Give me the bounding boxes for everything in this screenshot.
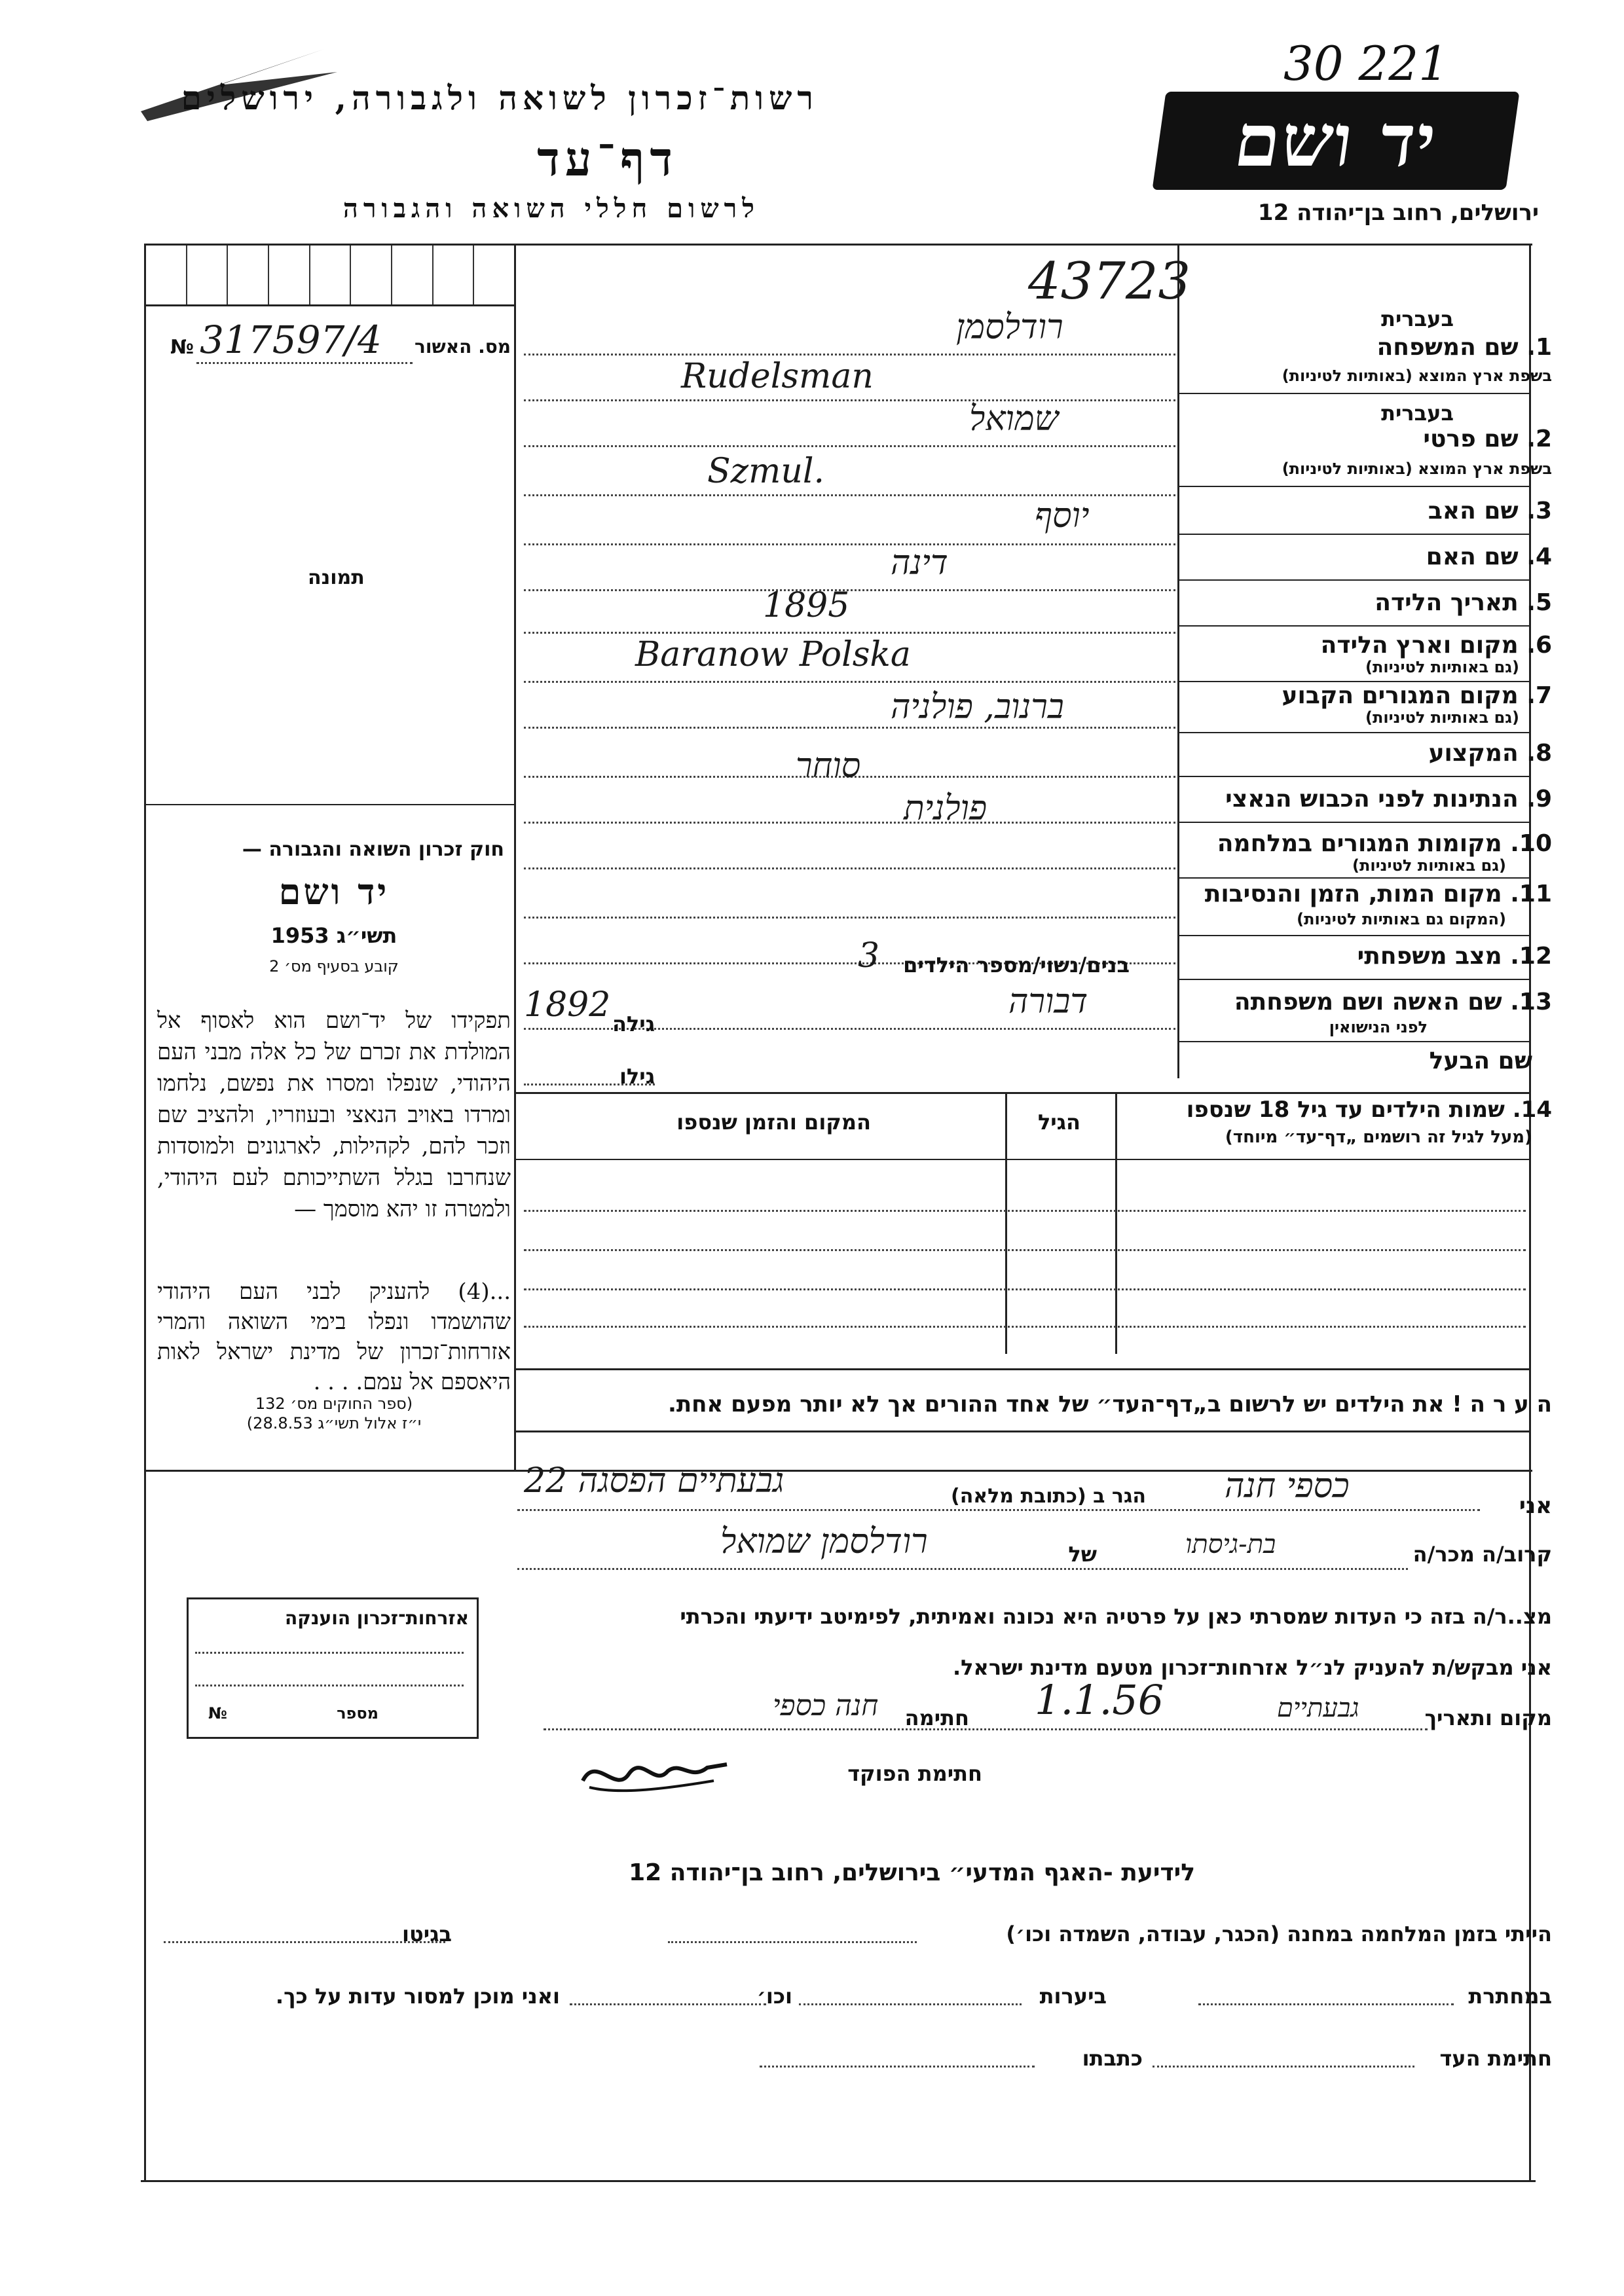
info-dots-1a — [668, 1941, 917, 1943]
child-row-2 — [524, 1249, 1526, 1251]
relation-prefix: קרוב/ה מכר/ה — [1412, 1542, 1552, 1567]
row-line-3 — [524, 445, 1175, 447]
label-col-divider — [1177, 244, 1179, 1078]
field-8-label — [1429, 740, 1552, 767]
relation-value: בת-גיסתו — [1185, 1529, 1276, 1559]
info-line2b: ביערות — [1039, 1984, 1107, 2009]
nationality-value: פולנית — [904, 789, 987, 828]
approval-value: 317597/4 — [200, 318, 382, 362]
place-value: גבעתיים — [1277, 1693, 1359, 1723]
frame-right — [1529, 244, 1531, 2180]
officer-label: חתימת הפוקד — [847, 1761, 982, 1786]
field-2-note: בשפת ארץ המוצא (באותיות לטיניות) — [1282, 460, 1552, 478]
info-line1b: בגיטו — [402, 1922, 452, 1946]
hebrew-tag-2: בעברית — [1381, 401, 1454, 426]
sep-13 — [1179, 1041, 1529, 1042]
field-4-text: שם האם — [1426, 543, 1519, 570]
children-title-note: (מעל לגיל זה רושמים „דף־עד״ מיוחד) — [1225, 1127, 1532, 1147]
photo-box-bottom — [146, 804, 514, 805]
husband-age-dots — [524, 1084, 655, 1085]
birth-place-value: Baranow Polska — [635, 635, 911, 674]
witness-address: גבעתיים הפסגה 22 — [524, 1461, 784, 1501]
witness-line-2 — [517, 1568, 1408, 1570]
sep-9 — [1179, 822, 1529, 823]
first-name-he-value: שמואל — [969, 399, 1059, 439]
witness-line-1 — [517, 1509, 1480, 1511]
approval-label: מס. האשור — [415, 336, 511, 357]
law-ref-date: י״ז אלול תשי״ג 28.8.53) — [246, 1414, 422, 1432]
yad-vashem-logo — [1152, 92, 1519, 190]
info-dots-3b — [760, 2066, 1035, 2068]
law-clause: קובע בסעיף מס׳ 2 — [269, 957, 399, 975]
row-line-8 — [524, 681, 1175, 683]
field-8-num: 8. — [1526, 740, 1552, 767]
photo-label: תמונה — [308, 566, 365, 589]
witness-name: כספי חנה — [1225, 1467, 1350, 1506]
info-line3b: כתבתו — [1082, 2046, 1143, 2071]
approval-dots — [196, 362, 413, 364]
field-1-note: בשפת ארץ המוצא (באותיות לטיניות) — [1282, 367, 1552, 385]
left-grid — [146, 246, 514, 304]
field-7-label — [1282, 682, 1552, 709]
left-panel-divider — [514, 244, 516, 1470]
field-11-label — [1205, 881, 1552, 907]
field-3-text: שם האב — [1428, 498, 1519, 524]
citizenship-box — [187, 1597, 479, 1739]
children-table-top — [516, 1092, 1529, 1094]
mother-name-value: דינה — [891, 543, 948, 583]
witness-line-3 — [544, 1728, 1428, 1730]
info-dots-2c — [570, 2003, 766, 2005]
field-6-num: 6. — [1526, 632, 1552, 659]
field-8-text: המקצוע — [1428, 740, 1519, 767]
row-line-7 — [524, 632, 1175, 634]
info-dots-2b — [799, 2003, 1022, 2005]
field-4-num: 4. — [1526, 543, 1552, 570]
field-6-label — [1321, 632, 1552, 659]
wife-age-value: 1892 — [524, 985, 611, 1025]
law-name: יד ושם — [278, 871, 390, 913]
note-text: ה ע ר ה ! את הילדים יש לרשום ב„דף־העד״ של אחד ההורים אך לא יותר מפעם אחת. — [668, 1391, 1552, 1417]
children-col-age — [1005, 1092, 1007, 1354]
address: ירושלים, רחוב בן־יהודה 12 — [1257, 200, 1539, 226]
row-line-13 — [524, 917, 1175, 919]
hebrew-tag-1: בעברית — [1381, 306, 1454, 331]
field-7-num: 7. — [1526, 682, 1552, 709]
handwritten-number: 30 221 — [1283, 36, 1449, 91]
sep-5 — [1179, 625, 1529, 627]
row-line-1 — [524, 354, 1175, 355]
authority-name: רשות־זכרון לשואה ולגבורה, ירושלים — [181, 79, 819, 117]
info-line2a: במחתרת — [1468, 1984, 1552, 2009]
row-line-5 — [524, 543, 1175, 545]
field-13-note: לפני הנישואין — [1329, 1018, 1428, 1036]
left-grid-bottom — [146, 304, 514, 306]
declaration: מצ..ר/ה בזה כי העדות שמסרתי כאן על פרטיה היא נכונה ואמיתית, לפימיטב ידיעתי והכרתי — [680, 1604, 1552, 1629]
sep-12 — [1179, 979, 1529, 980]
approval-no-symbol: № — [170, 336, 194, 359]
children-title: 14. שמות הילדים עד גיל 18 שנספו — [1186, 1097, 1552, 1123]
father-name-value: יוסף — [1035, 496, 1090, 536]
field-11-text: מקום המות, הזמן והנסיבות — [1204, 881, 1502, 907]
field-5-label — [1375, 589, 1552, 616]
field-1-label — [1377, 334, 1552, 361]
field-6-text: מקום וארץ הלידה — [1320, 632, 1519, 659]
sep-10 — [1179, 877, 1529, 879]
husband-label: שם הבעל — [1429, 1048, 1532, 1074]
children-count-value: 3 — [858, 936, 880, 975]
children-col-age-label: הגיל — [1037, 1110, 1080, 1135]
date-value: 1.1.56 — [1035, 1676, 1164, 1724]
children-table-header-bottom — [516, 1159, 1529, 1160]
profession-value: סוחר — [796, 746, 861, 786]
first-name-lat-value: Szmul. — [707, 452, 824, 491]
sep-8 — [1179, 776, 1529, 777]
witness-lives-label: הגר ב (כתובת מלאה) — [950, 1485, 1146, 1508]
field-1-num: 1. — [1526, 334, 1552, 361]
sep-2 — [1179, 486, 1529, 487]
field-9-text: הנתינות לפני הכבוש הנאצי — [1225, 786, 1519, 812]
field-12-text: מצב משפחתי — [1357, 943, 1502, 970]
child-row-4 — [524, 1326, 1526, 1328]
row-line-11 — [524, 822, 1175, 824]
sep-4 — [1179, 579, 1529, 581]
field-11-num: 11. — [1510, 881, 1552, 907]
citizenship-no-symbol: № — [208, 1704, 227, 1722]
husband-age-label: גילו — [619, 1064, 655, 1089]
children-table-bottom — [516, 1368, 1529, 1370]
info-dots-3a — [1153, 2066, 1414, 2068]
sep-11 — [1179, 935, 1529, 936]
law-text-2: ...(4) להעניק לבני העם היהודי שהושמדו ונפלו בימי השואה והמרי אזרחות־זכרון של מדינת ישראל לאות היאספם אל עמם. . . . — [157, 1279, 511, 1395]
field-9-label — [1225, 786, 1552, 812]
place-date-label: מקום ותאריך — [1424, 1705, 1552, 1730]
sep-1 — [1179, 393, 1529, 394]
field-12-label — [1357, 943, 1552, 970]
field-3-num: 3. — [1526, 498, 1552, 524]
field-9-num: 9. — [1526, 786, 1552, 812]
field-10-note: (גם באותיות לטיניות) — [1352, 856, 1506, 875]
field-11-note: (המקום גם באותיות לטיניות) — [1297, 910, 1506, 928]
field-2-text: שם פרטי — [1423, 426, 1519, 452]
law-ref: (ספר החוקים מס׳ 132 — [255, 1394, 413, 1413]
birth-date-value: 1895 — [763, 586, 850, 625]
officer-signature — [576, 1741, 733, 1800]
row-line-2 — [524, 399, 1175, 401]
children-col-place-label: המקום והזמן שנספו — [676, 1110, 871, 1135]
law-text: תפקידו של יד־ושם הוא לאסוף אל המולדת את זכרם של כל אלה מבני העם היהודי, שנפלו ומסרו את נפשם, נלחמו ומרדו באויב הנאצי ובעוזריו, ולהציב שם וזכר להם, לקהילות, לארגונים ולמוסדות שנחרבו בגלל השתייכותם לעם היהודי, ולמטרה זו יהא מוסמך — — [157, 1008, 511, 1222]
row-line-9 — [524, 727, 1175, 729]
family-name-he-value: רודלסמן — [956, 308, 1063, 347]
wife-age-label: גילה — [612, 1011, 655, 1036]
family-name-lat-value: Rudelsman — [681, 357, 874, 396]
residence-value: ברנוב, פולניה — [891, 687, 1064, 727]
relation-of-name: רודלסמן שמואל — [720, 1522, 928, 1561]
child-row-3 — [524, 1288, 1526, 1290]
form-subtitle: לרשום חללי השואה והגבורה — [342, 193, 760, 224]
field-2-num: 2. — [1526, 426, 1552, 452]
child-row-1 — [524, 1210, 1526, 1212]
field-7-note: (גם באותיות לטיניות) — [1365, 708, 1519, 727]
field-3-label — [1428, 498, 1552, 524]
relation-of-label: של — [1068, 1542, 1097, 1567]
form-title: דף־עד — [537, 131, 678, 187]
info-line2d: ואני מוכן למסור עדות על כך. — [275, 1984, 560, 2009]
info-line2c: וכו׳ — [756, 1984, 792, 2009]
children-count-label: בנים/נשוי/מספר הילדים — [903, 953, 1130, 977]
signature-label: חתימה — [904, 1705, 969, 1730]
signature-value: חנה כספי — [773, 1689, 879, 1722]
request: אני מבקש/ת להעניק לנ״ל אזרחות־זכרון מטעם מדינת ישראל. — [953, 1655, 1552, 1680]
citizenship-title: אזרחות־זכרון הוענקה — [285, 1607, 469, 1629]
frame-bottom — [141, 2180, 1536, 2182]
sep-7 — [1179, 732, 1529, 733]
field-2-label — [1423, 426, 1552, 452]
page-number: 43723 — [1028, 252, 1191, 311]
witness-prefix: אני — [1519, 1493, 1552, 1519]
field-10-label — [1217, 830, 1552, 857]
field-13-num: 13. — [1510, 989, 1552, 1015]
frame-left — [144, 244, 146, 2180]
field-1-text: שם המשפחה — [1376, 334, 1519, 361]
field-6-note: (גם באותיות לטיניות) — [1365, 658, 1519, 676]
field-5-num: 5. — [1526, 589, 1552, 616]
citizenship-no-label: מספר — [337, 1704, 378, 1722]
info-dots-1b — [164, 1941, 445, 1943]
field-7-text: מקום המגורים הקבוע — [1282, 682, 1519, 709]
field-5-text: תאריך הלידה — [1375, 589, 1519, 616]
law-title: חוק זכרון השואה והגבורה — — [242, 838, 504, 861]
wife-name-value: דבורה — [1008, 982, 1088, 1021]
field-13-label — [1234, 989, 1552, 1015]
row-line-12 — [524, 867, 1175, 869]
cit-dots-1 — [195, 1652, 464, 1654]
info-title: לידיעת -האגף המדעי״ בירושלים, רחוב בן־יהודה 12 — [629, 1859, 1195, 1886]
row-line-6 — [524, 589, 1175, 591]
cit-dots-2 — [195, 1685, 464, 1686]
field-10-num: 10. — [1510, 830, 1552, 857]
note-bottom — [516, 1430, 1529, 1432]
approval-row — [170, 318, 511, 363]
field-13-text: שם האשה ושם משפחתה — [1234, 989, 1502, 1015]
field-12-num: 12. — [1510, 943, 1552, 970]
field-4-label — [1426, 543, 1552, 570]
info-line3a: חתימת העד — [1439, 2046, 1552, 2071]
field-10-text: מקומות המגורים במלחמה — [1217, 830, 1502, 857]
children-col-name — [1115, 1092, 1117, 1354]
sep-3 — [1179, 534, 1529, 535]
info-line1a: הייתי בזמן המלחמה במחנה (הכגר, עבודה, השמדה וכו׳) — [1006, 1922, 1552, 1946]
law-year: תשי״ג 1953 — [270, 923, 397, 948]
logo-text: יד ושם — [1229, 98, 1443, 183]
info-dots-2a — [1198, 2003, 1454, 2005]
